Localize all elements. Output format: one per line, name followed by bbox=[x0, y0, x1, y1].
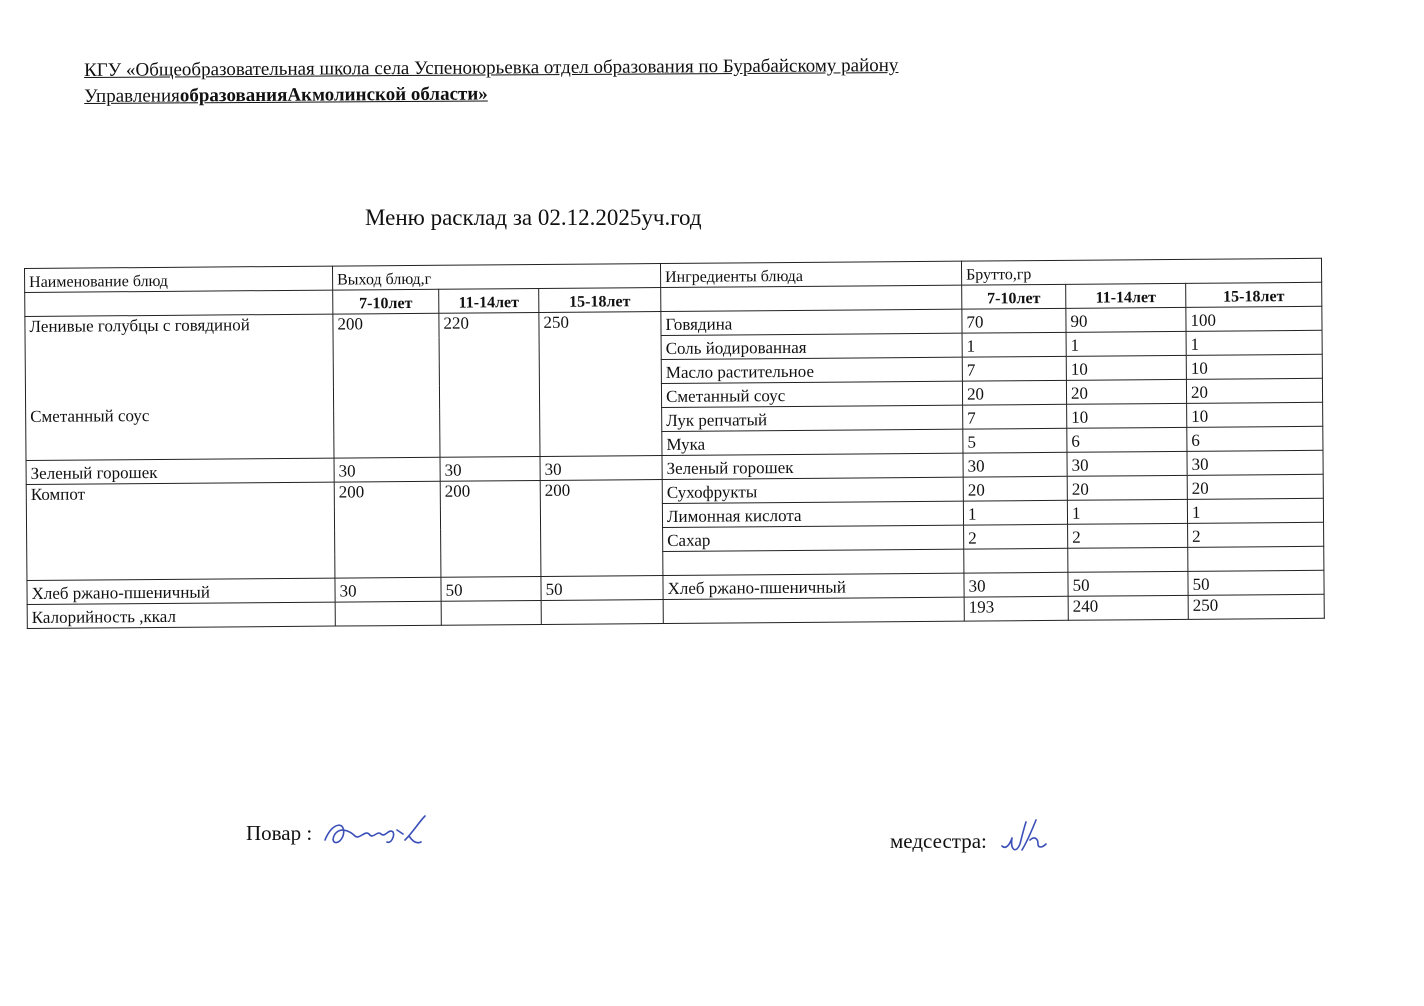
ingredient-brutto: 6 bbox=[1067, 427, 1187, 452]
ingredient-brutto: 50 bbox=[1068, 571, 1188, 596]
ingredient-name: Масло растительное bbox=[661, 357, 962, 383]
calorie-value: 250 bbox=[1188, 594, 1324, 619]
ingredient-brutto: 2 bbox=[1068, 523, 1188, 548]
empty-cell bbox=[541, 599, 663, 624]
ingredient-brutto: 20 bbox=[1186, 378, 1322, 403]
ingredient-brutto: 20 bbox=[962, 380, 1066, 405]
empty-cell bbox=[663, 549, 964, 575]
ingredient-brutto: 1 bbox=[1067, 499, 1187, 524]
ingredient-brutto: 1 bbox=[962, 332, 1066, 357]
ingredient-name: Лимонная кислота bbox=[662, 501, 963, 527]
menu-table-wrap bbox=[24, 258, 1325, 629]
dish-name: Компот bbox=[26, 482, 335, 580]
ingredient-brutto: 10 bbox=[1066, 355, 1186, 380]
ingredient-brutto: 90 bbox=[1066, 307, 1186, 332]
dish-yield: 30 bbox=[335, 577, 441, 602]
dish-yield: 50 bbox=[541, 575, 663, 600]
ingredient-brutto: 20 bbox=[1067, 475, 1187, 500]
dish-yield: 250 bbox=[539, 311, 662, 456]
dish-yield: 220 bbox=[439, 312, 540, 457]
dish-sauce-name: Сметанный соус bbox=[30, 406, 150, 426]
subheader-empty-ingredient bbox=[661, 285, 962, 311]
ingredient-name: Сахар bbox=[663, 525, 964, 551]
ingredient-brutto: 5 bbox=[963, 428, 1067, 453]
ingredient-name: Зеленый горошек bbox=[662, 453, 963, 479]
ingredient-brutto: 30 bbox=[1067, 451, 1187, 476]
nurse-signature-block bbox=[890, 810, 1056, 876]
empty-cell bbox=[335, 601, 441, 626]
yield-age-11-14: 11-14лет bbox=[439, 288, 539, 313]
header-line-1: КГУ «Общеобразовательная школа села Успеноюрьевка отдел образования по Бурабайскому району bbox=[84, 55, 899, 81]
brutto-age-7-10: 7-10лет bbox=[962, 284, 1066, 309]
yield-age-15-18: 15-18лет bbox=[539, 288, 661, 313]
ingredient-brutto: 30 bbox=[1187, 450, 1323, 475]
ingredient-brutto: 7 bbox=[963, 404, 1067, 429]
header-brutto: Брутто,гр bbox=[961, 258, 1321, 285]
header-line-2 bbox=[84, 77, 1184, 110]
ingredient-brutto: 70 bbox=[962, 308, 1066, 333]
ingredient-name: Говядина bbox=[661, 309, 962, 335]
ingredient-brutto: 7 bbox=[962, 356, 1066, 381]
ingredient-name: Мука bbox=[662, 429, 963, 455]
ingredient-brutto: 1 bbox=[963, 500, 1067, 525]
ingredient-brutto: 10 bbox=[1186, 354, 1322, 379]
ingredient-brutto: 50 bbox=[1188, 570, 1324, 595]
page-title: Меню расклад за 02.12.2025уч.год bbox=[365, 205, 702, 230]
brutto-age-15-18: 15-18лет bbox=[1186, 282, 1322, 307]
header-line-2-bold: образованияАкмолинской области» bbox=[179, 83, 488, 107]
ingredient-brutto: 20 bbox=[1187, 474, 1323, 499]
dish-yield: 200 bbox=[334, 481, 441, 578]
header-dish: Наименование блюд bbox=[25, 266, 333, 292]
dish-yield: 30 bbox=[540, 455, 662, 480]
dish-yield: 50 bbox=[441, 576, 541, 601]
dish-yield: 200 bbox=[333, 313, 440, 458]
header-yield: Выход блюд,г bbox=[332, 264, 660, 291]
ingredient-brutto: 1 bbox=[1066, 331, 1186, 356]
ingredient-brutto: 10 bbox=[1187, 402, 1323, 427]
calorie-value: 193 bbox=[964, 596, 1068, 621]
empty-cell bbox=[1068, 547, 1188, 572]
ingredient-brutto: 20 bbox=[1066, 379, 1186, 404]
empty-cell bbox=[441, 600, 541, 625]
cook-signature-block bbox=[246, 810, 431, 860]
header-line-2-plain: Управления bbox=[84, 85, 180, 107]
ingredient-name: Лук репчатый bbox=[662, 405, 963, 431]
ingredient-brutto: 2 bbox=[964, 524, 1068, 549]
empty-cell bbox=[663, 597, 964, 623]
ingredient-name: Сухофрукты bbox=[662, 477, 963, 503]
nurse-signature-icon bbox=[996, 810, 1056, 876]
cook-signature-icon bbox=[321, 810, 431, 860]
empty-cell bbox=[1188, 546, 1324, 571]
ingredient-brutto: 10 bbox=[1067, 403, 1187, 428]
ingredient-brutto: 30 bbox=[964, 572, 1068, 597]
dish-name: Зеленый горошек bbox=[26, 458, 334, 484]
yield-age-7-10: 7-10лет bbox=[333, 289, 439, 314]
ingredient-name: Соль йодированная bbox=[661, 333, 962, 359]
brutto-age-11-14: 11-14лет bbox=[1066, 283, 1186, 308]
menu-table bbox=[24, 258, 1325, 629]
ingredient-brutto: 100 bbox=[1186, 306, 1322, 331]
ingredient-brutto: 6 bbox=[1187, 426, 1323, 451]
ingredient-brutto: 1 bbox=[1187, 498, 1323, 523]
dish-yield: 200 bbox=[540, 479, 663, 576]
ingredient-name: Сметанный соус bbox=[661, 381, 962, 407]
calorie-value: 240 bbox=[1068, 595, 1188, 620]
dish-golubtsy bbox=[25, 314, 334, 460]
dish-yield: 30 bbox=[440, 456, 540, 481]
document-header bbox=[84, 51, 1184, 110]
ingredient-brutto: 20 bbox=[963, 476, 1067, 501]
dish-yield: 200 bbox=[440, 480, 541, 577]
subheader-empty-dish bbox=[25, 290, 333, 316]
cook-label: Повар : bbox=[246, 820, 313, 845]
calories-label: Калорийность ,ккал bbox=[27, 602, 335, 628]
nurse-label: медсестра: bbox=[890, 828, 987, 853]
ingredient-brutto: 2 bbox=[1188, 522, 1324, 547]
header-ingredients: Ингредиенты блюда bbox=[660, 261, 961, 287]
ingredient-name: Хлеб ржано-пшеничный bbox=[663, 573, 964, 599]
dish-yield: 30 bbox=[334, 457, 440, 482]
empty-cell bbox=[964, 548, 1068, 573]
dish-name: Ленивые голубцы с говядиной bbox=[29, 315, 250, 336]
dish-name: Хлеб ржано-пшеничный bbox=[27, 578, 335, 604]
ingredient-brutto: 1 bbox=[1186, 330, 1322, 355]
ingredient-brutto: 30 bbox=[963, 452, 1067, 477]
